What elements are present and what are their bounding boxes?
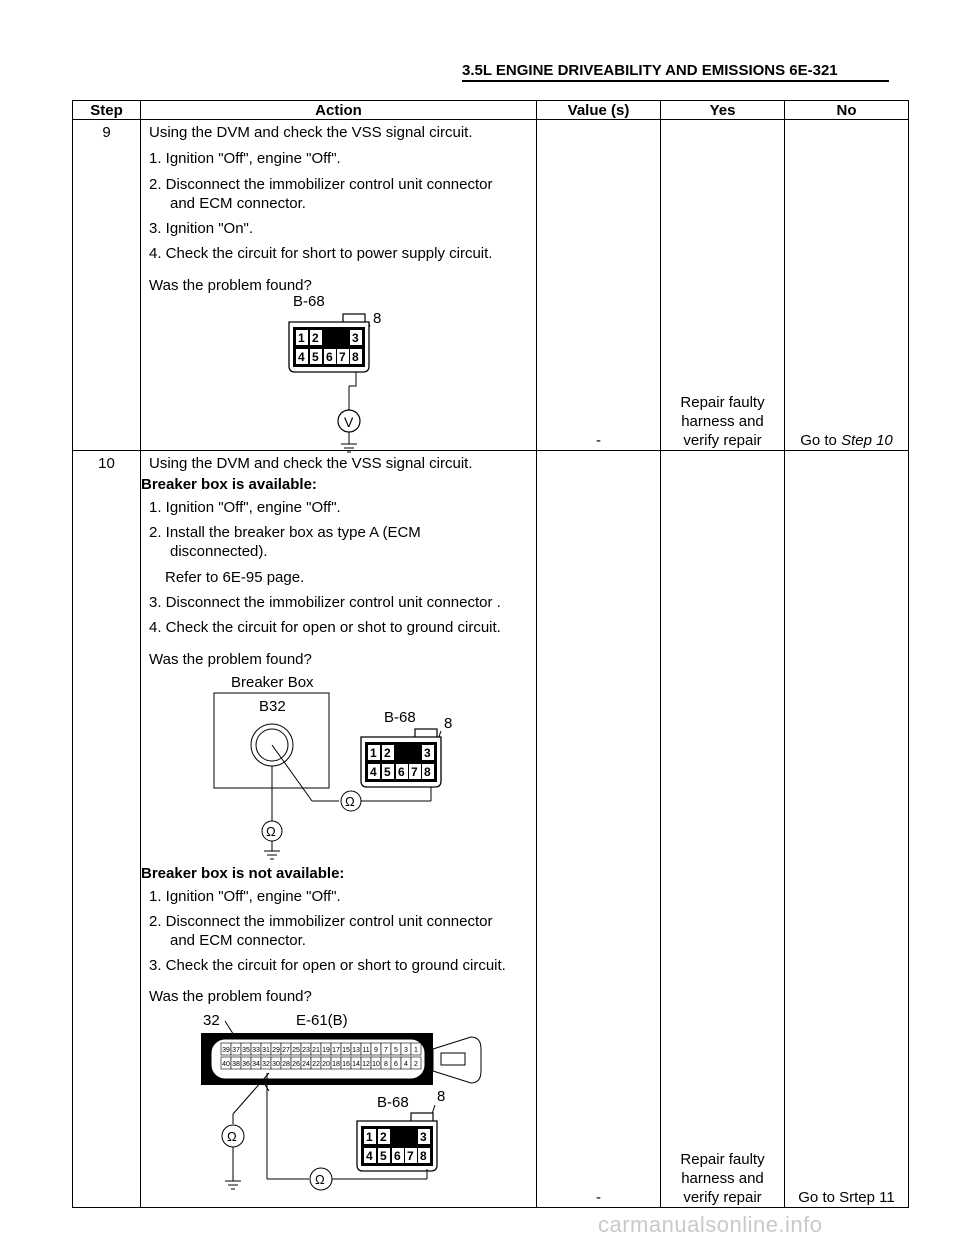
- no-step-link: Step 10: [841, 432, 893, 449]
- step-number-cell: [73, 120, 141, 451]
- pin-2: 2: [380, 1130, 387, 1144]
- ecm-pin-label: 32: [262, 1061, 270, 1068]
- yes-line: verify repair: [683, 1189, 762, 1206]
- list-item: and ECM connector.: [170, 932, 306, 949]
- ecm-pin-label: 6: [394, 1061, 398, 1068]
- step-number-cell: [73, 451, 141, 1208]
- pin-6: 6: [394, 1149, 401, 1163]
- list-item: 2. Install the breaker box as type A (ECM: [149, 524, 421, 541]
- ecm-connector: [201, 1033, 481, 1085]
- list-item: 2. Disconnect the immobilizer control unit connector: [149, 913, 493, 930]
- pin-label: 8: [444, 715, 453, 732]
- action-cell: [141, 451, 537, 1208]
- pin-5: 5: [384, 765, 391, 779]
- list-item: 3. Ignition "On".: [149, 220, 254, 237]
- ecm-pin-label: 1: [414, 1047, 418, 1054]
- pin-6: 6: [398, 765, 405, 779]
- meter-label: Ω: [266, 824, 276, 839]
- list-item: 3. Check the circuit for open or short to ground circuit.: [149, 957, 506, 974]
- table-row-step-10: [73, 451, 909, 1208]
- ecm-pin-label: 25: [292, 1047, 300, 1054]
- pin-7: 7: [411, 765, 418, 779]
- col-header-step: Step: [73, 101, 141, 120]
- pin-7: 7: [339, 350, 346, 364]
- available-heading: Breaker box is available:: [141, 476, 317, 493]
- meter-label: Ω: [227, 1129, 237, 1144]
- b68-connector: [289, 314, 369, 372]
- col-header-yes: Yes: [661, 101, 785, 120]
- pin-8: 8: [424, 765, 431, 779]
- value-cell: -: [537, 451, 661, 1208]
- col-header-value: Value (s): [537, 101, 661, 120]
- list-item: 1. Ignition "Off", engine "Off".: [149, 888, 341, 905]
- b68-connector: [361, 729, 441, 787]
- watermark: carmanualsonline.info: [598, 1212, 823, 1237]
- list-item: 1. Ignition "Off", engine "Off".: [149, 499, 341, 516]
- ecm-pin-label: 18: [332, 1061, 340, 1068]
- step-number: 9: [102, 124, 111, 141]
- no-cell: Go to Srtep 11: [785, 451, 909, 1208]
- ecm-pin-label: 14: [352, 1061, 360, 1068]
- pin-4: 4: [370, 765, 377, 779]
- yes-line: harness and: [681, 413, 764, 430]
- list-item: and ECM connector.: [170, 195, 306, 212]
- action-title: Using the DVM and check the VSS signal circuit.: [149, 455, 473, 472]
- ecm-pin-label: 16: [342, 1061, 350, 1068]
- list-item: Refer to 6E-95 page.: [165, 569, 305, 586]
- action-title: Using the DVM and check the VSS signal circuit.: [149, 124, 473, 141]
- question: Was the problem found?: [149, 277, 312, 294]
- pin-3: 3: [352, 331, 359, 345]
- pin-label: 8: [373, 310, 382, 327]
- page-header: 3.5L ENGINE DRIVEABILITY AND EMISSIONS 6E-321: [462, 62, 838, 79]
- ecm-pin-label: 29: [272, 1047, 280, 1054]
- vss-voltage-diagram: [141, 290, 537, 450]
- pin-32-label: 32: [203, 1012, 220, 1029]
- ecm-pin-label: 17: [332, 1047, 340, 1054]
- ecm-pin-label: 40: [222, 1061, 230, 1068]
- unavailable-heading: Breaker box is not available:: [141, 865, 345, 882]
- ecm-connector-label: E-61(B): [296, 1012, 348, 1029]
- ecm-pin-label: 22: [312, 1061, 320, 1068]
- pin-1: 1: [366, 1130, 373, 1144]
- pin-3: 3: [420, 1130, 427, 1144]
- ecm-pin-label: 28: [282, 1061, 290, 1068]
- ecm-pin-label: 34: [252, 1061, 260, 1068]
- ecm-pin-label: 19: [322, 1047, 330, 1054]
- ecm-pin-label: 21: [312, 1047, 320, 1054]
- yes-line: harness and: [681, 1170, 764, 1187]
- ecm-pin-label: 30: [272, 1061, 280, 1068]
- meter-label: Ω: [345, 794, 355, 809]
- ecm-pin-label: 4: [404, 1061, 408, 1068]
- ecm-pin-label: 3: [404, 1047, 408, 1054]
- ecm-pin-label: 15: [342, 1047, 350, 1054]
- question: Was the problem found?: [149, 651, 312, 668]
- ecm-pin-label: 9: [374, 1047, 378, 1054]
- ecm-pin-label: 8: [384, 1061, 388, 1068]
- ecm-pin-label: 11: [362, 1047, 370, 1054]
- pin-6: 6: [326, 350, 333, 364]
- ecm-connector-diagram: [141, 1009, 537, 1204]
- ecm-pin-label: 5: [394, 1047, 398, 1054]
- ecm-pin-label: 2: [414, 1061, 418, 1068]
- list-item: 2. Disconnect the immobilizer control unit connector: [149, 176, 493, 193]
- pin-1: 1: [370, 746, 377, 760]
- ecm-pin-label: 20: [322, 1061, 330, 1068]
- connector-label: B-68: [384, 709, 416, 726]
- pin-4: 4: [298, 350, 305, 364]
- list-item: 4. Check the circuit for open or shot to ground circuit.: [149, 619, 501, 636]
- meter-label: V: [344, 414, 354, 430]
- ecm-pin-label: 38: [232, 1061, 240, 1068]
- b68-connector: [357, 1113, 437, 1171]
- ecm-pin-label: 12: [362, 1061, 370, 1068]
- ecm-pin-label: 24: [302, 1061, 310, 1068]
- breaker-box-title: Breaker Box: [231, 674, 314, 691]
- terminal-label: B32: [259, 698, 286, 715]
- meter-label: Ω: [315, 1172, 325, 1187]
- connector-label: B-68: [293, 293, 325, 310]
- ecm-pin-label: 7: [384, 1047, 388, 1054]
- list-item: 1. Ignition "Off", engine "Off".: [149, 150, 341, 167]
- list-item: 4. Check the circuit for short to power supply circuit.: [149, 245, 493, 262]
- pin-4: 4: [366, 1149, 373, 1163]
- pin-7: 7: [407, 1149, 414, 1163]
- yes-cell: [661, 451, 785, 1208]
- no-prefix: Go to: [800, 432, 842, 449]
- breaker-box-diagram: [141, 671, 537, 861]
- step-number: 10: [98, 455, 115, 472]
- ecm-pin-label: 33: [252, 1047, 260, 1054]
- diagnostic-table: [72, 100, 909, 1208]
- ecm-pin-label: 26: [292, 1061, 300, 1068]
- connector-label: B-68: [377, 1094, 409, 1111]
- value-cell: -: [537, 120, 661, 451]
- table-header-row: [73, 101, 909, 120]
- ecm-pin-label: 13: [352, 1047, 360, 1054]
- pin-8: 8: [420, 1149, 427, 1163]
- ecm-pin-label: 37: [232, 1047, 240, 1054]
- yes-line: Repair faulty: [680, 394, 765, 411]
- pin-label: 8: [437, 1088, 446, 1105]
- ground-icon: [264, 851, 280, 859]
- pin-1: 1: [298, 331, 305, 345]
- pin-3: 3: [424, 746, 431, 760]
- pin-5: 5: [312, 350, 319, 364]
- ecm-pin-label: 27: [282, 1047, 290, 1054]
- ecm-pin-label: 10: [372, 1061, 380, 1068]
- no-cell: [785, 120, 909, 451]
- col-header-action: Action: [141, 101, 537, 120]
- pin-2: 2: [384, 746, 391, 760]
- yes-line: verify repair: [683, 432, 762, 449]
- header-rule: [462, 80, 889, 82]
- pin-2: 2: [312, 331, 319, 345]
- list-item: 3. Disconnect the immobilizer control unit connector .: [149, 594, 501, 611]
- pin-5: 5: [380, 1149, 387, 1163]
- ecm-pin-label: 23: [302, 1047, 310, 1054]
- yes-line: Repair faulty: [680, 1151, 765, 1168]
- ecm-pin-label: 39: [222, 1047, 230, 1054]
- ground-icon: [225, 1181, 241, 1189]
- ecm-pin-label: 31: [262, 1047, 270, 1054]
- ecm-pin-label: 35: [242, 1047, 250, 1054]
- question: Was the problem found?: [149, 988, 312, 1005]
- action-cell: [141, 120, 537, 451]
- ecm-pin-label: 36: [242, 1061, 250, 1068]
- pin-8: 8: [352, 350, 359, 364]
- yes-cell: [661, 120, 785, 451]
- table-row-step-9: [73, 120, 909, 451]
- col-header-no: No: [785, 101, 909, 120]
- list-item: disconnected).: [170, 543, 268, 560]
